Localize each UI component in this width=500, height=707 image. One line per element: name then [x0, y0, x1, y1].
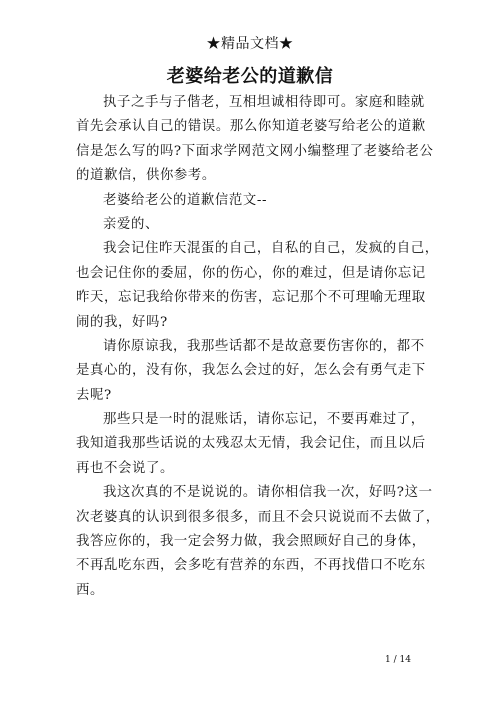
document-title: 老婆给老公的道歉信 — [166, 66, 334, 87]
paragraph-line: 那些只是一时的混账话，请你忘记，不要再难过了， — [103, 412, 425, 428]
paragraph-line: 是真心的，没有你，我怎么会过的好，怎么会有勇气走下 — [76, 363, 426, 379]
paragraph-line: 我答应你的，我一定会努力做，我会照顾好自己的身体， — [76, 534, 426, 550]
paragraph-line: 去呢? — [76, 387, 112, 403]
paragraph-line: 的道歉信，供你参考。 — [76, 168, 216, 184]
section-heading: 老婆给老公的道歉信范文-- — [103, 192, 268, 208]
paragraph-line: 我这次真的不是说说的。请你相信我一次，好吗?这一 — [103, 485, 433, 501]
paragraph-line: 请你原谅我，我那些话都不是故意要伤害你的，都不 — [103, 338, 425, 354]
paragraph-line: 昨天，忘记我给你带来的伤害，忘记那个不可理喻无理取 — [76, 290, 426, 306]
paragraph-line: 信是怎么写的吗?下面求学网范文网小编整理了老婆给老公 — [76, 143, 434, 159]
paragraph-line: 再也不会说了。 — [76, 460, 174, 476]
salutation: 亲爱的、 — [103, 216, 159, 232]
paragraph-line: 次老婆真的认识到很多很多，而且不会只说说而不去做了， — [76, 509, 440, 525]
paragraph-line: 我知道我那些话说的太残忍太无情，我会记住，而且以后 — [76, 436, 426, 452]
paragraph-line: 也会记住你的委屈，你的伤心，你的难过，但是请你忘记 — [76, 265, 426, 281]
header-mark: ★精品文档★ — [206, 36, 294, 52]
paragraph-line: 闹的我，好吗? — [76, 314, 168, 330]
paragraph-line: 西。 — [76, 582, 104, 598]
paragraph-line: 执子之手与子偕老，互相坦诚相待即可。家庭和睦就 — [103, 95, 425, 110]
paragraph-line: 不再乱吃东西，会多吃有营养的东西，不再找借口不吃东 — [76, 558, 426, 574]
paragraph-line: 我会记住昨天混蛋的自己，自私的自己，发疯的自己， — [103, 241, 439, 257]
page-number: 1 / 14 — [385, 655, 411, 665]
paragraph-line: 首先会承认自己的错误。那么你知道老婆写给老公的道歉 — [76, 119, 426, 135]
document-body — [76, 91, 440, 603]
